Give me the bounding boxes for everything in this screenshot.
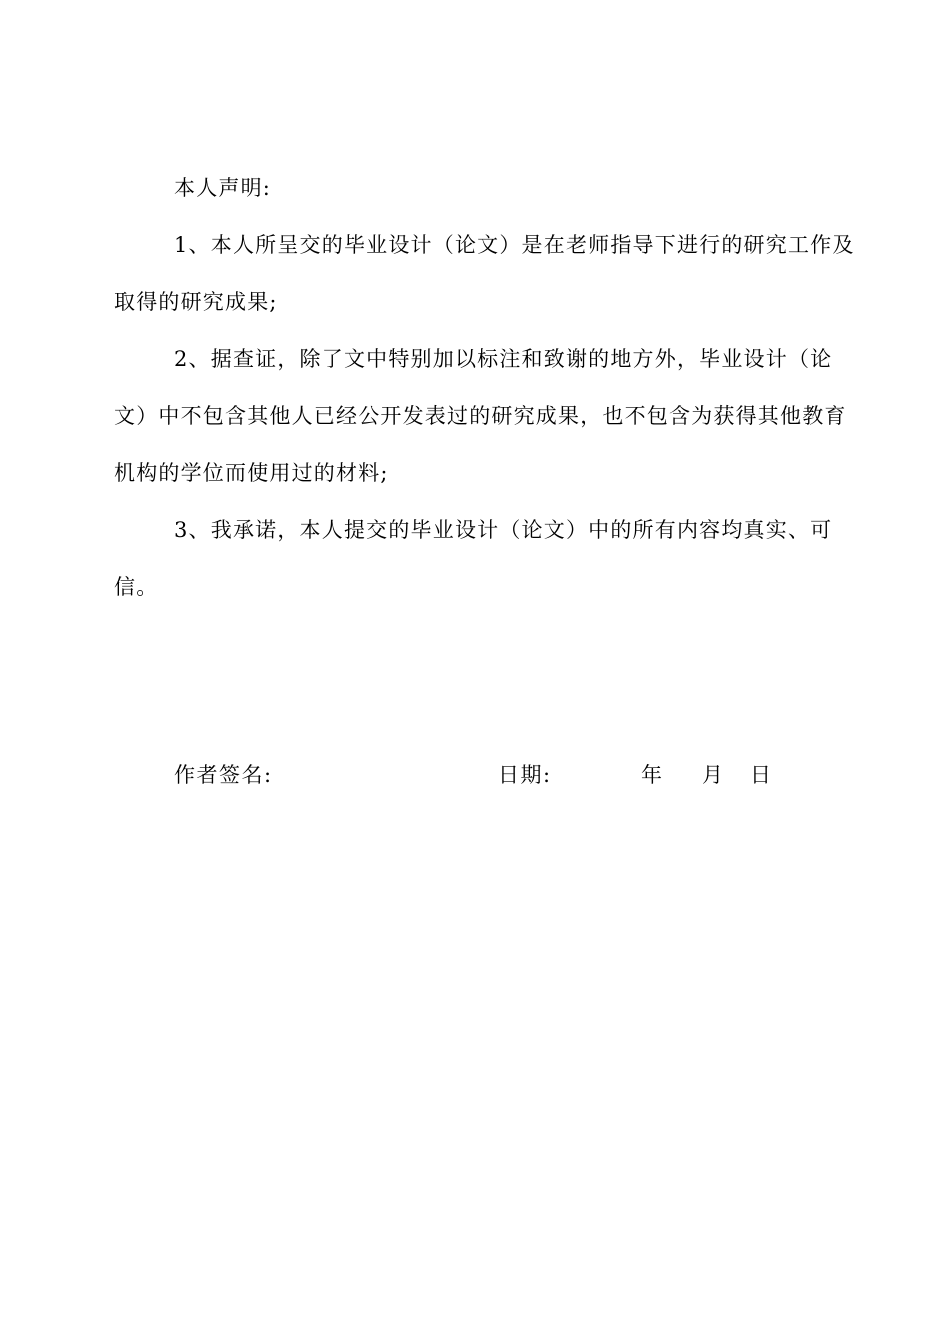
declaration-item-1: 1、本人所呈交的毕业设计（论文）是在老师指导下进行的研究工作及取得的研究成果; [114, 233, 855, 314]
month-label: 月 [702, 763, 725, 787]
day-label: 日 [750, 763, 773, 787]
author-signature-label: 作者签名: [174, 763, 273, 787]
date-label: 日期: [498, 763, 552, 787]
declaration-item-2: 2、据查证，除了文中特别加以标注和致谢的地方外，毕业设计（论文）中不包含其他人已经公开发表过的研究成果，也不包含为获得其他教育机构的学位而使用过的材料; [114, 347, 847, 485]
year-label: 年 [641, 763, 664, 787]
declaration-block [114, 160, 858, 616]
declaration-heading: 本人声明: [174, 176, 272, 200]
signature-line [0, 755, 950, 795]
declaration-item-3: 3、我承诺，本人提交的毕业设计（论文）中的所有内容均真实、可信。 [114, 518, 833, 599]
